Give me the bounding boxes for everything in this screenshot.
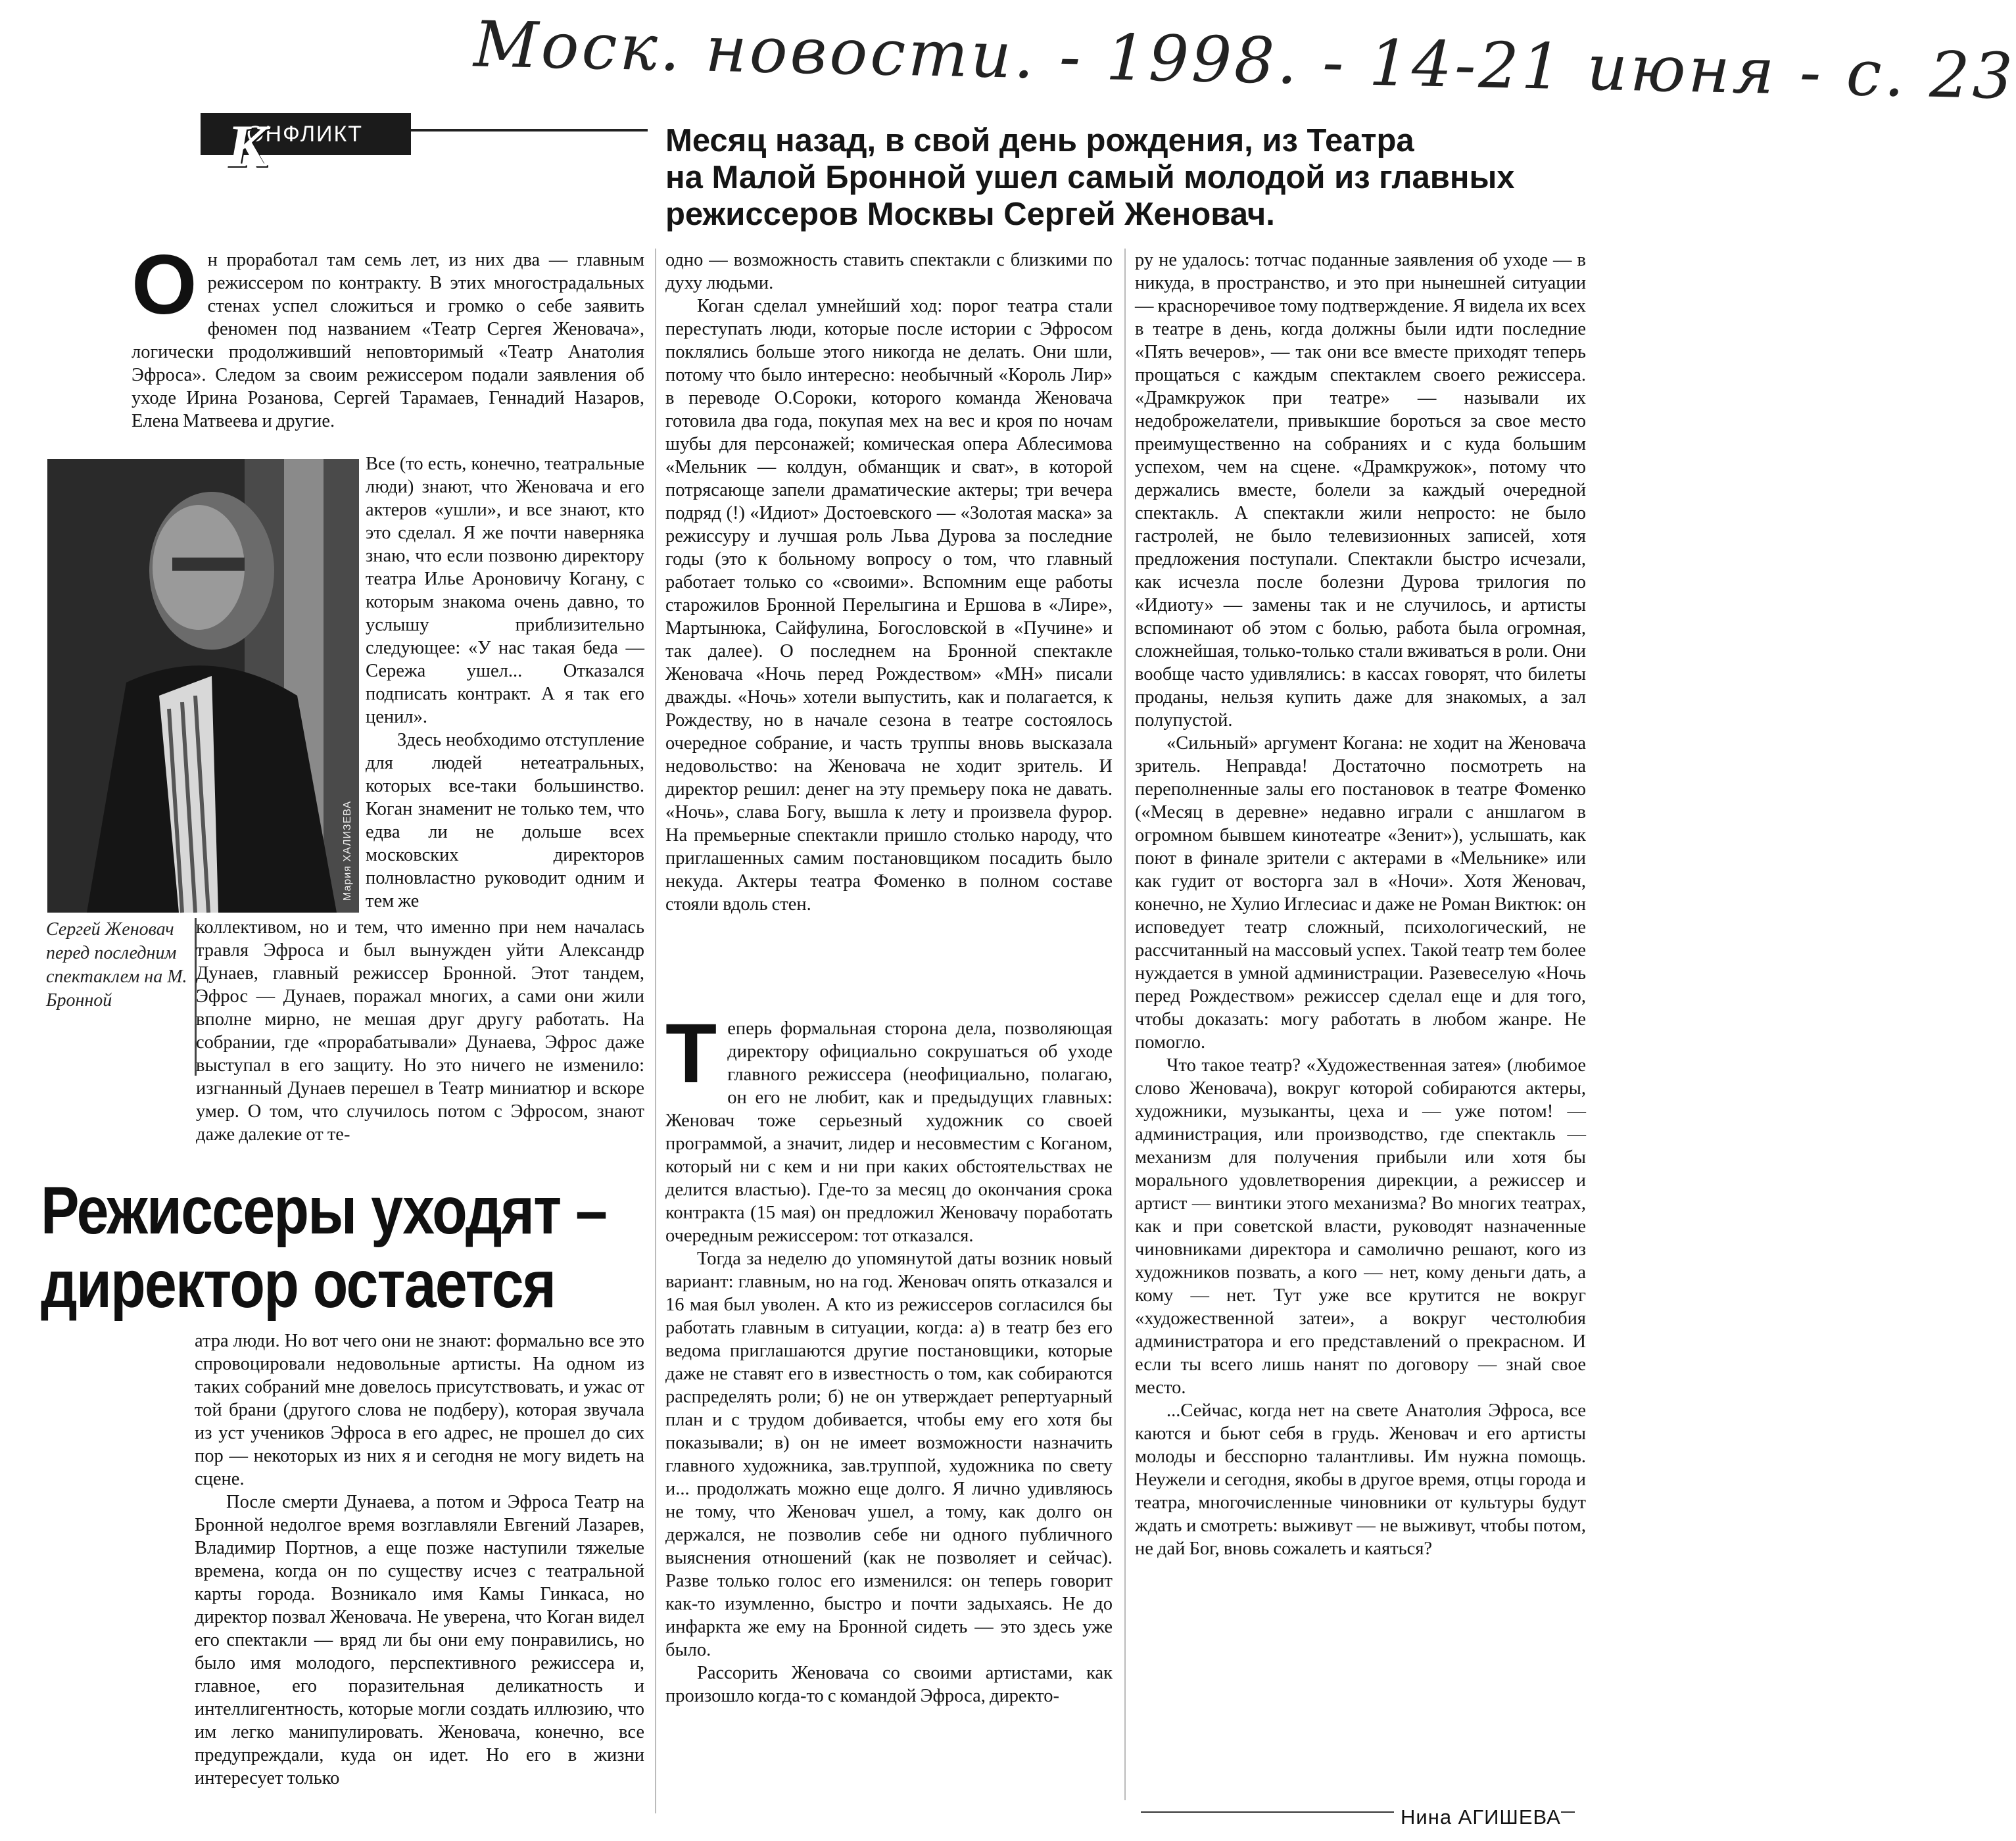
rubric-label: ОНФЛИКТ — [201, 113, 411, 155]
paragraph: После смерти Дунаева, а потом и Эфроса Театр на Бронной недолгое время возглавляли Евгений Лазарев, Владимир Портнов, а еще позже наступили тяжелые времена, когда он по существу исчез с театральной карты города. Возникало имя Камы Гинкаса, но директор позвал Женовача. Не уверена, что Коган видел его спектакли — вряд ли бы они ему понравились, но было имя молодого, перспективного режиссера и, главное, его поразительная деликатность и интеллигентность, которые могли создать иллюзию, что им легко манипулировать. Женовача, конечно, все предупреждали, куда он идет. Но его в жизни интересует только — [195, 1492, 644, 1788]
paragraph: Здесь необходимо отступление для людей нетеатральных, которых все-таки большинство. Коган знаменит не только тем, что едва ли не дольше всех московских директоров полновластно руководит одним и тем же — [366, 730, 644, 911]
column-3 — [1135, 249, 1586, 1560]
dropcap-o: О — [132, 238, 197, 332]
headline: Режиссеры уходят – директор остается — [41, 1173, 607, 1322]
paragraph: одно — возможность ставить спектакли с близкими по духу людьми. — [665, 250, 1113, 293]
column-divider — [1124, 249, 1126, 1800]
paragraph: еперь формальная сторона дела, позволяющая директору официально сокрушаться об уходе главного режиссера (неофициально, полагаю, он его не любит, как и предыдущих главных: Женовач тоже серьезный художник со своей программой, а значит, лидер и несовместим с Коганом, который ни с кем и ни при каких обстоятельствах не делится властью). Где-то за месяц до окончания срока контракта (15 мая) он предложил Женовачу поработать очередным режиссером: тот отказался. — [665, 1018, 1113, 1246]
rubric-initial: К — [227, 112, 268, 179]
column-1-top — [132, 238, 644, 433]
paragraph: Все (то есть, конечно, театральные люди) знают, что Женовача и его актеров «ушли», и все знают, кто это сделал. Я же почти наверняка знаю, что если позвоню директору театра Илье Ароновичу Когану, с которым знакома очень давно, то услышу приблизительно следующее: «У нас такая беда — Сережа ушел... Отказался подписать контракт. А я так его ценил». — [366, 454, 644, 727]
column-2-bottom — [665, 1007, 1113, 1708]
paragraph: Рассорить Женовача со своими артистами, как произошло когда-то с командой Эфроса, директо- — [665, 1663, 1113, 1706]
portrait-image — [47, 459, 359, 913]
dropcap-t: Т — [665, 1007, 717, 1101]
paragraph: Тогда за неделю до упомянутой даты возник новый вариант: главным, но на год. Женовач опять отказался и 16 мая был уволен. А кто из режиссеров согласился бы работать главным в ситуации, когда: а) в театр без его ведома приглашаются другие постановщики, которые даже не ставят его в известность о том, как собираются распределять роли; б) не он утверждает репертуарный план и с трудом добивается, чтобы ему его хотя бы показывали; в) он не имеет возможности назначить главного художника, зав.труппой, художника по свету и... продолжать можно еще долго. Я лично удивляюсь не тому, что Женовач ушел, а тому, как долго он держался, не позволив себе ни одного публичного выяснения отношений (как не позволяет и сейчас). Разве только голос его изменился: он теперь говорит как-то изумленно, быстро и почти задыхаясь. Не до инфаркта же ему на Бронной сидеть — это здесь уже было. — [665, 1249, 1113, 1660]
paragraph: атра люди. Но вот чего они не знают: формально все это спровоцировали недовольные артисты. На одном из таких собраний мне довелось присутствовать, и ужас от той брани (другого слова не подберу), которая звучала из уст учеников Эфроса в его адрес, не прошел до сих пор — некоторых из них я и сегодня не могу видеть на сцене. — [195, 1331, 644, 1489]
rubric-divider — [411, 129, 648, 132]
paragraph: н проработал там семь лет, из них два — главным режиссером по контракту. В этих многострадальных стенах успел сложиться и громко о себе заявить феномен под названием «Театр Сергея Женовача», логически продолживший неповторимый «Театр Анатолия Эфроса». Следом за своим режиссером подали заявления об уходе Ирина Розанова, Сергей Тарамаев, Геннадий Назаров, Елена Матвеева и другие. — [132, 250, 644, 431]
photo-caption: Сергей Женовач перед последним спектаклем на М. Бронной — [46, 918, 197, 1076]
author-signature: Нина АГИШЕВА — [1394, 1805, 1561, 1829]
column-1-bottom — [195, 1329, 644, 1790]
column-2-top — [665, 249, 1113, 916]
paragraph: Что такое театр? «Художественная затея» (любимое слово Женовача), вокруг которой собираются актеры, художники, музыканты, цеха и — уже потом! — администрация, или производство, где спектакль — механизм для получения прибыли или хотя бы морального удовлетворения дирекции, а режиссер и артист — винтики этого механизма? Во многих театрах, как и при советской власти, руководят назначенные чиновниками директора и самолично решают, кого из художников позвать, а кого — нет, кому деньги дать, а кому — нет. Тут уже все крутится не вокруг «художественной затеи», а вокруг честолюбия администратора и его представлений о прекрасном. И если ты всего лишь нанят по договору — знай свое место. — [1135, 1055, 1586, 1398]
photo-credit: Мария ХАЛИЗЕВА — [342, 800, 353, 901]
column-divider — [655, 249, 656, 1813]
paragraph: ру не удалось: тотчас поданные заявления об уходе — в никуда, в пространство, и это при нынешней ситуации — красноречивое тому подтверждение. Я видела их всех в театре в день, когда должны были идти последние «Пять вечеров», — так они все вместе приходят теперь прощаться с каждым спектаклем своего режиссера. «Драмкружок при театре» — называли их недоброжелатели, привыкшие бороться за свое место преимущественно на собраниях и с куда большим успехом, чем на сцене. «Драмкружок», потому что держались вместе, болели за каждый очередной спектакль. А спектакли жили непросто: не было гастролей, не было телевизионных записей, хотя предложения поступали. Спектакли быстро исчезали, как исчезла после болезни Дурова трилогия по «Идиоту» — замены так и не случилось, и артисты вспоминают об этом с болью, работа была огромная, сложнейшая, только-только стали вживаться в роли. Они вообще часто удивлялись: в кассах говорят, что билеты проданы, нельзя купить даже для знакомых, а зал полупустой. — [1135, 250, 1586, 730]
column-1-beside-caption — [196, 916, 644, 1146]
paragraph: «Сильный» аргумент Когана: не ходит на Женовача зритель. Неправда! Достаточно посмотреть на переполненные залы его постановок в театре Фоменко («Месяц в деревне» недавно играли с аншлагом в огромном бывшем кинотеатре «Зенит»), услышать, как поют в финале зрители с актерами в «Мельнике» или как гудит от восторга зал в «Ночи». Хотя Женовач, конечно, не Хулио Иглесиас и даже не Роман Виктюк: он исповедует театр сложный, психологический, не рассчитанный на массовый успех. Такой театр тем более нуждается в умной администрации. Разевеселую «Ночь перед Рождеством» режиссер сделал еще и для того, чтобы доказать: могу работать в любом жанре. Не помогло. — [1135, 733, 1586, 1053]
article-lead: Месяц назад, в свой день рождения, из Театра на Малой Бронной ушел самый молодой из главных режиссеров Москвы Сергей Женовач. — [665, 123, 1515, 232]
paragraph: Коган сделал умнейший ход: порог театра стали переступать люди, которые после истории с Эфросом поклялись больше этого никогда не делать. Они шли, потому что было интересно: необычный «Король Лир» в переводе О.Сороки, которого команда Женовача готовила два года, покупая мех на вес и кроя по ночам шубы для персонажей; комическая опера Аблесимова «Мельник — колдун, обманщик и сват», в которой потрясающе запели драматические актеры; три вечера подряд (!) «Идиот» Достоевского — «Золотая маска» за режиссуру и лучшая роль Льва Дурова за последние годы (это к больному вопросу о том, что главный работает только со «своими». Вспомним еще работы старожилов Бронной Перелыгина и Ершова в «Лире», Мартынюка, Сайфулина, Богословской в «Пучине» и так далее). О последнем на Бронной спектакле Женовача «Ночь перед Рождеством» «МН» писали дважды. «Ночь» хотели выпустить, как и полагается, к Рождеству, но в начале сезона в театре состоялось очередное собрание, и часть труппы вновь высказала недовольство: на Женовача не ходит зритель. И директор решил: денег на эту премьеру пока не давать. «Ночь», слава Богу, вышла к лету и произвела фурор. На премьерные спектакли пришло столько народу, что приглашенных самим постановщиком посадить было некуда. Актеры театра Фоменко в полном составе стояли вдоль стен. — [665, 296, 1113, 915]
column-1-beside-photo — [366, 452, 644, 913]
handwritten-source-note: Моск. новости. - 1998. - 14-21 июня - с. 23 — [473, 7, 2016, 114]
portrait-photo — [47, 459, 359, 913]
paragraph: коллективом, но и тем, что именно при нем началась травля Эфроса и был вынужден уйти Александр Дунаев, главный режиссер Бронной. Этот тандем, Эфрос — Дунаев, поражал многих, а сами они жили вполне мирно, не мешая друг другу работать. На собрании, где «прорабатывали» Дунаева, Эфрос даже выступал в его защиту. Но это ничего не изменило: изгнанный Дунаев перешел в Театр миниатюр и вскоре умер. О том, что случилось потом с Эфросом, знают даже далекие от те- — [196, 917, 644, 1145]
paragraph: ...Сейчас, когда нет на свете Анатолия Эфроса, все каются и бьют себя в грудь. Женовач и его артисты молоды и бесспорно талантливы. Им нужна помощь. Неужели и сегодня, якобы в другое время, отцы города и театра, многочисленные чиновники от культуры будут ждать и смотреть: выживут — не выживут, чтобы потом, не дай Бог, вновь сожалеть и каяться? — [1135, 1400, 1586, 1559]
